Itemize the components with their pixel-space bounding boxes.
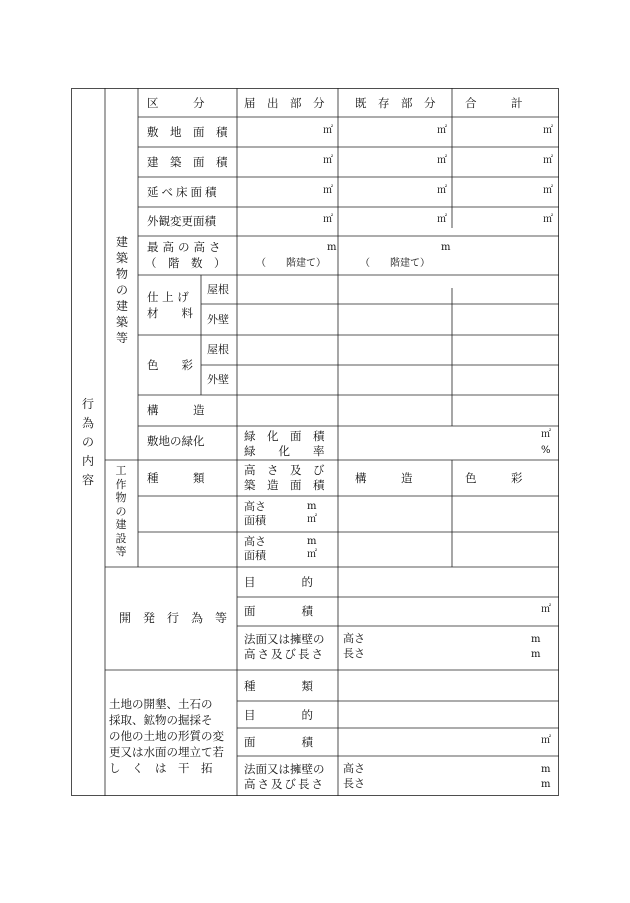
header-report-part: 届 出 部 分 — [244, 96, 325, 110]
row-roof: 屋根 — [207, 283, 229, 296]
unit-sqm: ㎡ — [307, 549, 317, 560]
development-slope-height-length: 法面又は擁壁の — [244, 632, 325, 646]
unit-sqm: ㎡ — [323, 214, 333, 225]
unit-sqm: ㎡ — [323, 185, 333, 196]
unit-sqm: ㎡ — [437, 125, 447, 136]
row-wall: 外壁 — [207, 313, 229, 326]
land-height: 高さ — [343, 762, 365, 775]
row-structure: 構 造 — [147, 403, 205, 417]
structure-side-label: 工作物の建設等 — [115, 464, 127, 558]
row-site-greening: 敷地の緑化 — [147, 434, 205, 448]
unit-sqm: ㎡ — [541, 604, 551, 615]
unit-m: m — [541, 779, 551, 790]
structure-header-structure: 構 造 — [355, 471, 413, 485]
land-label-line: 土地の開墾、土石の — [109, 697, 213, 711]
unit-storeys: （ 階建て） — [256, 258, 326, 269]
development-height: 高さ — [343, 632, 365, 645]
row-finish-material: 材 料 — [147, 306, 193, 320]
row-building-area: 建 築 面 積 — [147, 155, 228, 169]
unit-m: m — [307, 501, 317, 512]
land-slope-height-length: 高さ及び長さ — [244, 777, 325, 791]
development-length: 長さ — [343, 647, 365, 660]
structure-area: 面積 — [244, 549, 266, 562]
land-length: 長さ — [343, 777, 365, 790]
row-color: 色 彩 — [147, 358, 193, 372]
unit-m: m — [441, 242, 451, 253]
row-max-height: 最高の高さ — [147, 240, 225, 254]
header-total: 合 計 — [465, 96, 523, 110]
unit-sqm: ㎡ — [323, 125, 333, 136]
unit-sqm: ㎡ — [541, 429, 551, 440]
outer-side-label: 行為の内容 — [81, 397, 94, 487]
row-site-area: 敷 地 面 積 — [147, 125, 228, 139]
land-label-line: 採取、鉱物の掘採そ — [109, 713, 213, 727]
development-label: 開 発 行 為 等 — [119, 611, 228, 625]
unit-m: m — [541, 764, 551, 775]
land-label-line: し く は 干 拓 — [109, 761, 213, 775]
land-purpose: 目 的 — [244, 708, 313, 722]
unit-m: m — [531, 649, 541, 660]
unit-sqm: ㎡ — [543, 214, 553, 225]
building-side-label: 建築物の建築等 — [115, 235, 128, 345]
land-slope-height-length: 法面又は擁壁の — [244, 762, 325, 776]
unit-sqm: ㎡ — [541, 735, 551, 746]
header-existing-part: 既 存 部 分 — [355, 96, 436, 110]
land-area: 面 積 — [244, 735, 313, 749]
development-area: 面 積 — [244, 604, 313, 618]
structure-header-height-area: 築 造 面 積 — [244, 478, 325, 492]
unit-sqm: ㎡ — [323, 155, 333, 166]
unit-percent: % — [541, 445, 551, 456]
land-label-line: 更又は水面の埋立て若 — [109, 745, 224, 759]
row-wall: 外壁 — [207, 373, 229, 386]
row-green-area: 緑 化 面 積 — [244, 429, 325, 443]
unit-sqm: ㎡ — [437, 214, 447, 225]
structure-header-kind: 種 類 — [147, 471, 205, 485]
activity-content-form — [71, 88, 559, 796]
land-kind: 種 類 — [244, 679, 313, 693]
structure-height: 高さ — [244, 500, 266, 513]
structure-header-height-area: 高 さ 及 び — [244, 463, 325, 477]
row-floor-area: 延べ床面積 — [147, 185, 220, 199]
development-purpose: 目 的 — [244, 575, 313, 589]
row-facade-change-area: 外観変更面積 — [147, 214, 216, 228]
row-green-rate: 緑 化 率 — [244, 444, 325, 458]
header-category: 区 分 — [147, 96, 205, 110]
structure-header-color: 色 彩 — [465, 471, 523, 485]
unit-sqm: ㎡ — [543, 125, 553, 136]
structure-area: 面積 — [244, 514, 266, 527]
unit-sqm: ㎡ — [437, 155, 447, 166]
row-roof: 屋根 — [207, 343, 229, 356]
development-slope-height-length: 高さ及び長さ — [244, 647, 325, 661]
unit-storeys: （ 階建て） — [360, 258, 430, 269]
unit-sqm: ㎡ — [437, 185, 447, 196]
row-storeys: （ 階 数 ） — [145, 256, 226, 270]
unit-sqm: ㎡ — [543, 155, 553, 166]
land-label-line: の他の土地の形質の変 — [109, 729, 224, 743]
unit-m: m — [327, 242, 337, 253]
unit-sqm: ㎡ — [543, 185, 553, 196]
unit-m: m — [307, 536, 317, 547]
row-finish-material: 仕 上 げ — [147, 290, 189, 304]
structure-height: 高さ — [244, 535, 266, 548]
unit-m: m — [531, 634, 541, 645]
unit-sqm: ㎡ — [307, 514, 317, 525]
